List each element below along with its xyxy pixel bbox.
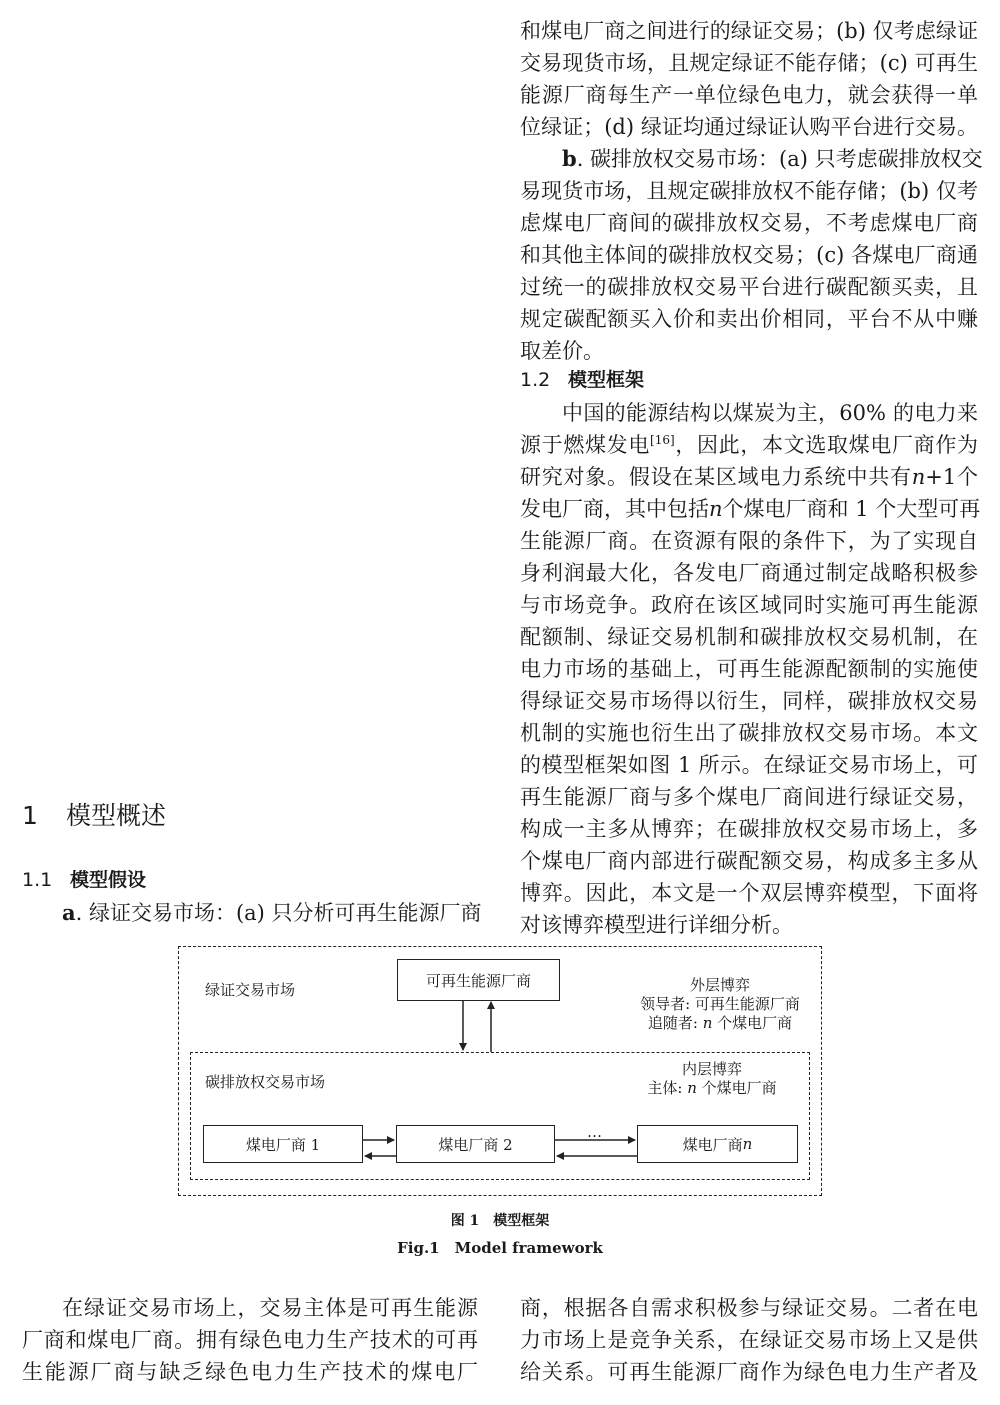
body-text: ，因此，本文选取煤电厂商作为 (674, 433, 979, 457)
label-text: 个煤电厂商 (696, 1079, 777, 1097)
label-text: 主体: (647, 1079, 688, 1097)
body-text-line: 虑煤电厂商间的碳排放权交易，不考虑煤电厂商 (520, 211, 978, 235)
body-text-line: 生能源厂商与缺乏绿色电力生产技术的煤电厂 (22, 1360, 478, 1384)
body-text-line: 博弈。因此，本文是一个双层博弈模型，下面将 (520, 881, 978, 905)
section-title: 模型框架 (568, 369, 645, 391)
body-text-line: 易现货市场，且规定碳排放权不能存储；(b) 仅考 (520, 179, 978, 203)
body-text-line: 给关系。可再生能源厂商作为绿色电力生产者及 (520, 1360, 978, 1384)
body-text-line: 取差价。 (520, 339, 604, 363)
body-text-line: 和其他主体间的碳排放权交易；(c) 各煤电厂商通 (520, 243, 978, 267)
list-marker: a (62, 900, 76, 925)
math-variable: n (742, 1135, 753, 1153)
body-text-line: 机制的实施也衍生出了碳排放权交易市场。本文 (520, 721, 978, 745)
coal-producer-1-box: 煤电厂商 1 (203, 1125, 363, 1163)
body-text-line: 再生能源厂商与多个煤电厂商间进行绿证交易， (520, 785, 978, 809)
figure-caption-en: Fig.1 Model framework (397, 1239, 603, 1257)
section-number: 1.1 (22, 869, 53, 891)
math-variable: n (702, 1014, 713, 1032)
body-text: . 碳排放权交易市场：(a) 只考虑碳排放权交 (576, 147, 983, 171)
section-number: 1.2 (520, 369, 551, 391)
coal-producer-2-box: 煤电厂商 2 (396, 1125, 555, 1163)
body-text-line: 位绿证；(d) 绿证均通过绿证认购平台进行交易。 (520, 115, 978, 139)
inner-game-title: 内层博弈 (681, 1060, 742, 1078)
body-text-line: 配额制、绿证交易机制和碳排放权交易机制，在 (520, 625, 978, 649)
body-text: 发电厂商，其中包括 (520, 497, 709, 521)
body-text-line: 在绿证交易市场上，交易主体是可再生能源 (62, 1296, 478, 1320)
body-text-line: 力市场上是竞争关系，在绿证交易市场上又是供 (520, 1328, 978, 1352)
section-title: 模型概述 (66, 801, 167, 830)
body-text-line: 中国的能源结构以煤炭为主，60% 的电力来 (562, 401, 978, 425)
outer-market-label: 绿证交易市场 (205, 981, 296, 999)
citation: [16] (650, 433, 675, 447)
body-text-line: 对该博弈模型进行详细分析。 (520, 913, 793, 937)
body-text-line: 构成一主多从博弈；在碳排放权交易市场上，多 (520, 817, 978, 841)
body-text: 研究对象。假设在某区域电力系统中共有 (520, 465, 912, 489)
body-text: . 绿证交易市场：(a) 只分析可再生能源厂商 (75, 901, 482, 925)
body-text-line: 能源厂商每生产一单位绿色电力，就会获得一单 (520, 83, 978, 107)
figure-caption-cn: 图 1 模型框架 (450, 1213, 550, 1229)
body-text-line: 身利润最大化，各发电厂商通过制定战略积极参 (520, 561, 978, 585)
body-text: 源于燃煤发电 (520, 433, 651, 457)
label-text: 个煤电厂商 (712, 1014, 793, 1032)
body-text-line: 生能源厂商。在资源有限的条件下，为了实现自 (520, 529, 978, 553)
label-text: 追随者: (647, 1014, 703, 1032)
math-variable: n (709, 497, 723, 521)
body-text-line: 商，根据各自需求积极参与绿证交易。二者在电 (520, 1296, 978, 1320)
outer-game-leader: 领导者: 可再生能源厂商 (640, 995, 800, 1013)
outer-game-title: 外层博弈 (689, 976, 750, 994)
body-text-line: 过统一的碳排放权交易平台进行碳配额买卖，且 (520, 275, 978, 299)
section-title: 模型假设 (70, 869, 147, 891)
math-variable: n (687, 1079, 697, 1097)
inner-game-subject (612, 1078, 812, 1098)
body-text-line: 个煤电厂商内部进行碳配额交易，构成多主多从 (520, 849, 978, 873)
list-marker: b (562, 146, 577, 171)
outer-game-follower (620, 1013, 820, 1033)
body-text-line: 交易现货市场，且规定绿证不能存储；(c) 可再生 (520, 51, 978, 75)
body-text-line: 与市场竞争。政府在该区域同时实施可再生能源 (520, 593, 978, 617)
inner-market-label: 碳排放权交易市场 (205, 1073, 326, 1091)
body-text-line: 和煤电厂商之间进行的绿证交易；(b) 仅考虑绿证 (520, 19, 978, 43)
body-text-line: 规定碳配额买入价和卖出价相同，平台不从中赚 (520, 307, 978, 331)
ellipsis: … (587, 1123, 602, 1141)
body-text-line: 厂商和煤电厂商。拥有绿色电力生产技术的可再 (22, 1328, 478, 1352)
renewable-producer-box: 可再生能源厂商 (397, 959, 560, 1001)
body-text-line: 电力市场的基础上，可再生能源配额制的实施使 (520, 657, 978, 681)
label-text: 煤电厂商 (682, 1135, 743, 1154)
body-text-line: 的模型框架如图 1 所示。在绿证交易市场上，可 (520, 753, 978, 777)
coal-producer-n-box (637, 1125, 798, 1163)
section-number: 1 (22, 801, 38, 830)
body-text-line: 得绿证交易市场得以衍生，同样，碳排放权交易 (520, 689, 978, 713)
body-text: 个煤电厂商和 1 个大型可再 (722, 497, 981, 521)
body-text: +1个 (925, 465, 979, 489)
math-variable: n (911, 465, 926, 489)
